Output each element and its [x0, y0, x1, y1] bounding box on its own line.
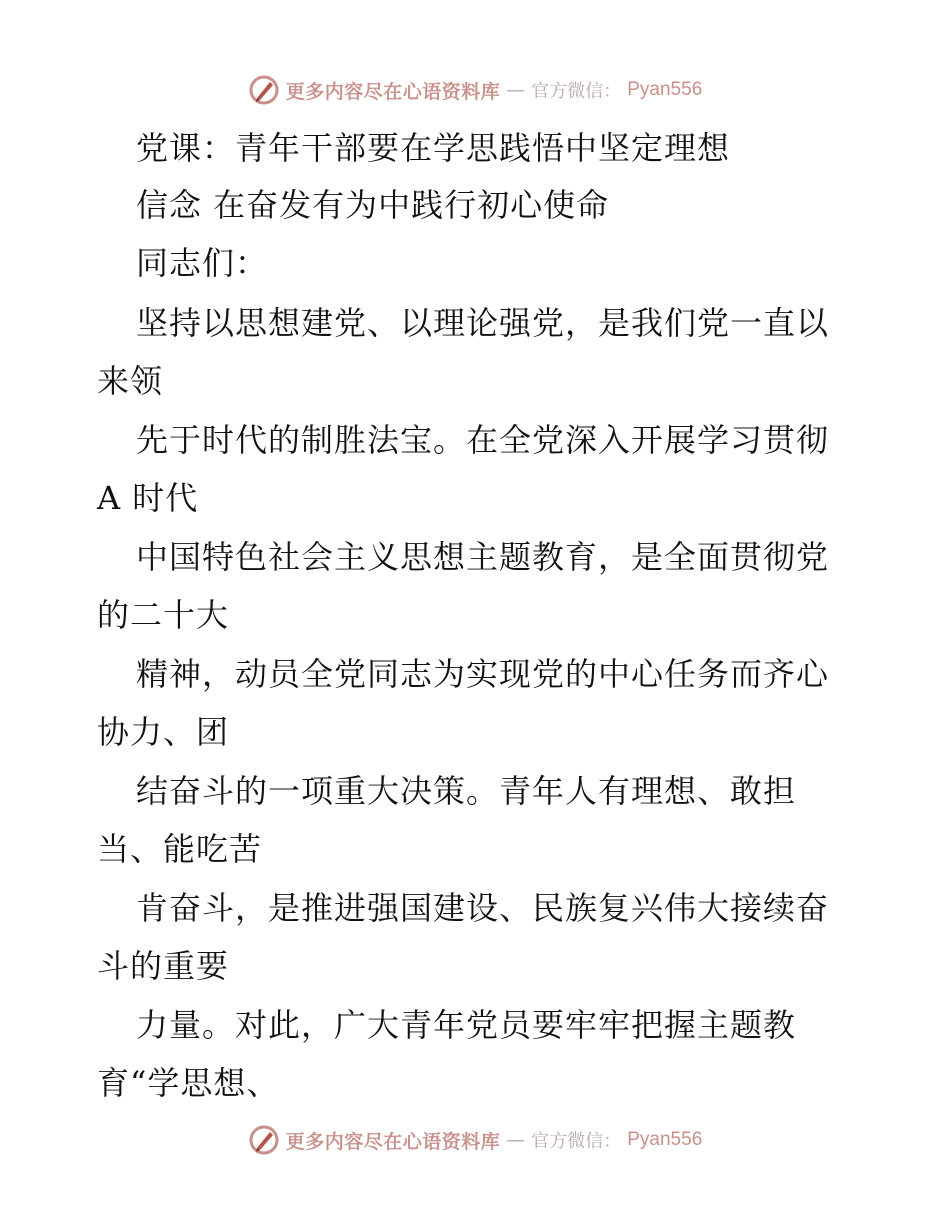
header-watermark — [0, 70, 950, 110]
salutation: 同志们： — [136, 244, 269, 282]
paragraph-line: 结奋斗的一项重大决策。青年人有理想、敢担 — [136, 772, 797, 810]
pen-circle-icon — [248, 1124, 280, 1156]
watermark-brand-text: 更多内容尽在心语资料库 — [285, 1130, 501, 1153]
footer-watermark — [0, 1120, 950, 1160]
paragraph-line: 协力、团 — [97, 713, 230, 751]
paragraph-line: 先于时代的制胜法宝。在全党深入开展学习贯彻 — [136, 421, 830, 459]
paragraph-line: 精神，动员全党同志为实现党的中心任务而齐心 — [136, 655, 830, 693]
watermark-brand-text: 更多内容尽在心语资料库 — [285, 80, 501, 103]
paragraph-line: A 时代 — [97, 479, 199, 517]
paragraph-line: 斗的重要 — [97, 947, 230, 985]
paragraph-line: 当、能吃苦 — [97, 830, 263, 868]
watermark-sub-text: 官方微信： — [531, 81, 622, 102]
document-title-line-1: 党课：青年干部要在学思践悟中坚定理想 — [136, 129, 731, 167]
pen-circle-icon — [248, 74, 280, 106]
watermark-id-text: Pyan556 — [627, 1129, 703, 1150]
paragraph-line: 育“学思想、 — [97, 1064, 280, 1102]
paragraph-line: 肯奋斗，是推进强国建设、民族复兴伟大接续奋 — [136, 889, 830, 927]
paragraph-line: 来领 — [97, 362, 164, 400]
document-title-line-2: 信念 在奋发有为中践行初心使命 — [136, 186, 610, 224]
watermark-sub-text: 官方微信： — [531, 1131, 622, 1152]
watermark-dash: — — [506, 1129, 526, 1151]
paragraph-line: 中国特色社会主义思想主题教育，是全面贯彻党 — [136, 538, 830, 576]
watermark-dash: — — [506, 79, 526, 101]
paragraph-line: 的二十大 — [97, 596, 230, 634]
paragraph-line: 力量。对此，广大青年党员要牢牢把握主题教 — [136, 1006, 797, 1044]
watermark-id-text: Pyan556 — [627, 79, 703, 100]
paragraph-line: 坚持以思想建党、以理论强党，是我们党一直以 — [136, 304, 830, 342]
